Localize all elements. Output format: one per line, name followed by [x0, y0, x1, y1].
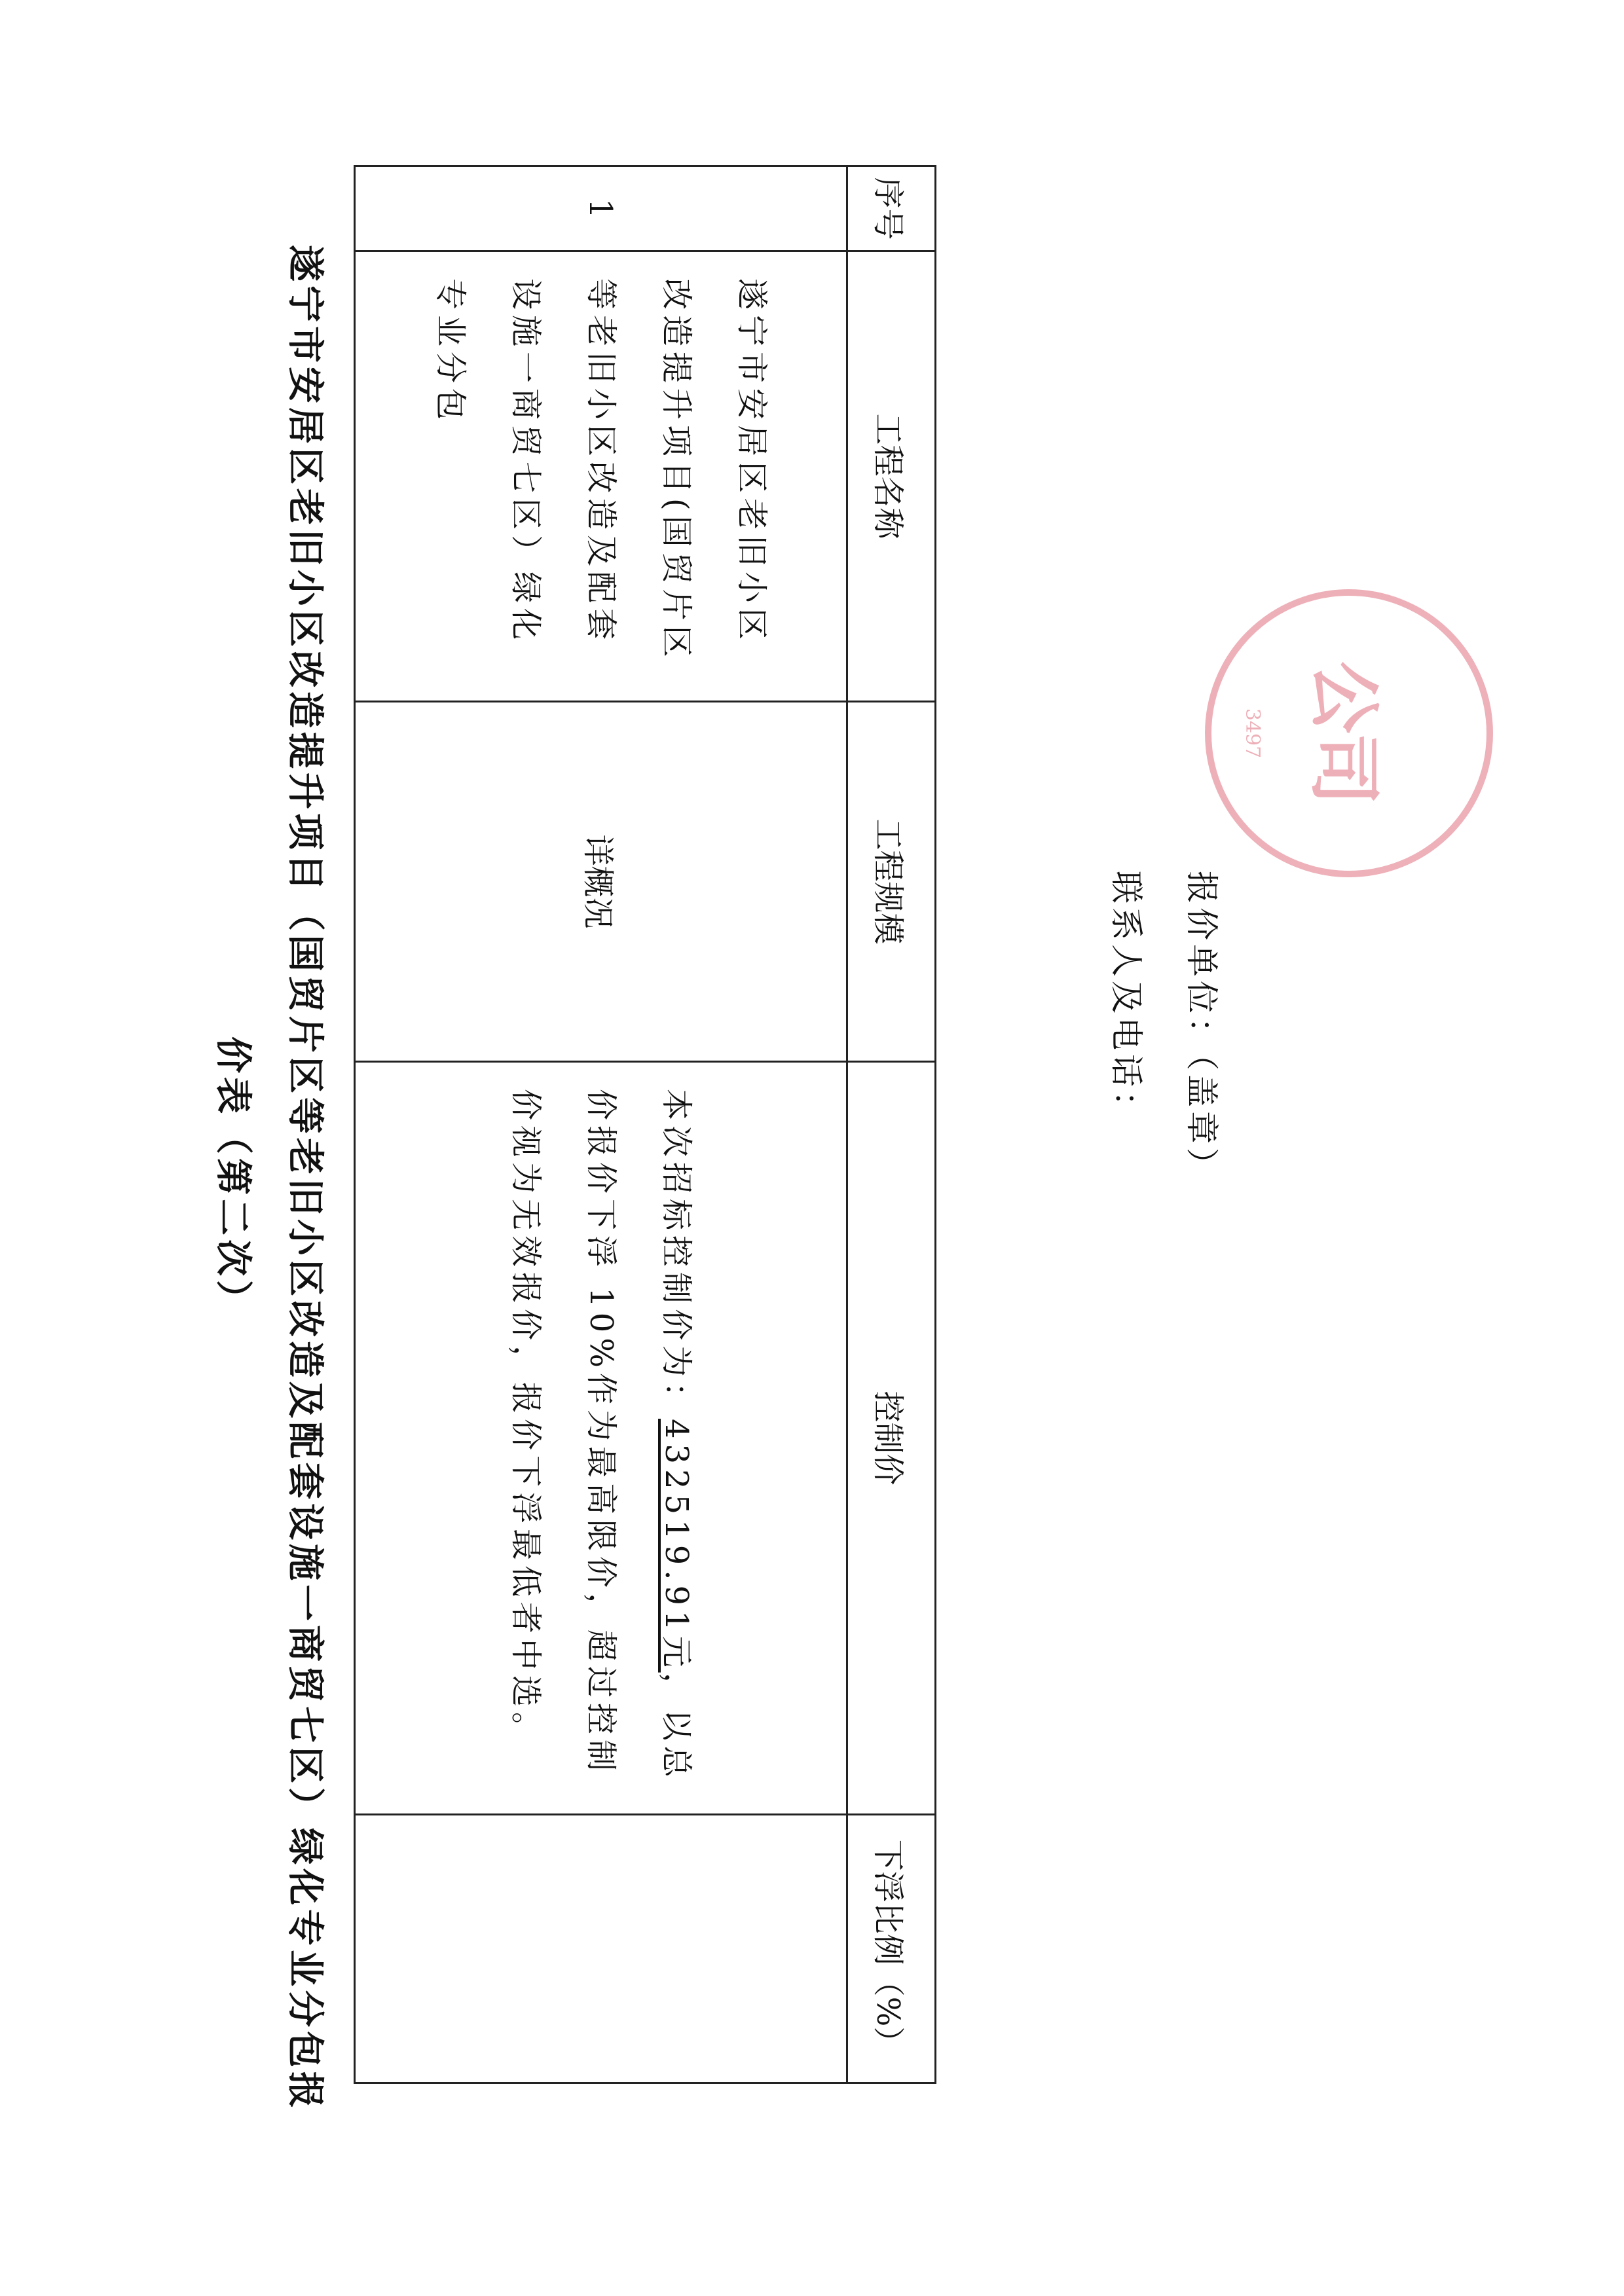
seal-text: 公司 — [1302, 661, 1386, 805]
header-ratio: 下浮比例（%） — [847, 1815, 936, 2083]
price-suffix: ，以总价报价下浮 10%作为最高限价，超过控制价视为无效报价，报价下浮最低者中选。 — [507, 1089, 695, 1783]
quotation-table — [354, 165, 936, 2084]
header-name: 工程名称 — [847, 251, 936, 702]
quoting-unit-label: 报价单位：（盖章） — [1183, 871, 1221, 1184]
price-amount: 432519.91元 — [658, 1419, 695, 1673]
cell-ratio-input[interactable] — [355, 1815, 847, 2083]
cell-control-price — [355, 1062, 847, 1815]
seal-code: 3497 — [1241, 708, 1264, 759]
table-row — [355, 166, 847, 2083]
table-header-row — [847, 166, 936, 2083]
contact-label: 联系人及电话： — [1107, 871, 1145, 1127]
price-prefix: 本次招标控制价为： — [658, 1089, 695, 1419]
header-scale: 工程规模 — [847, 702, 936, 1062]
document-title-continued: 价表（第二次） — [212, 1036, 255, 1321]
cell-no: 1 — [355, 166, 847, 251]
cell-scale: 详概况 — [355, 702, 847, 1062]
document-title: 遂宁市安居区老旧小区改造提升项目（国贸片区等老旧小区改造及配套设施一商贸七区）绿化专业分包报 — [284, 245, 327, 2112]
header-price: 控制价 — [847, 1062, 936, 1815]
company-seal-stamp — [1205, 589, 1493, 877]
header-no: 序号 — [847, 166, 936, 251]
cell-project-name: 遂宁市安居区老旧小区改造提升项目(国贸片区等老旧小区改造及配套设施一商贸七区）绿化专业分包 — [355, 251, 847, 702]
